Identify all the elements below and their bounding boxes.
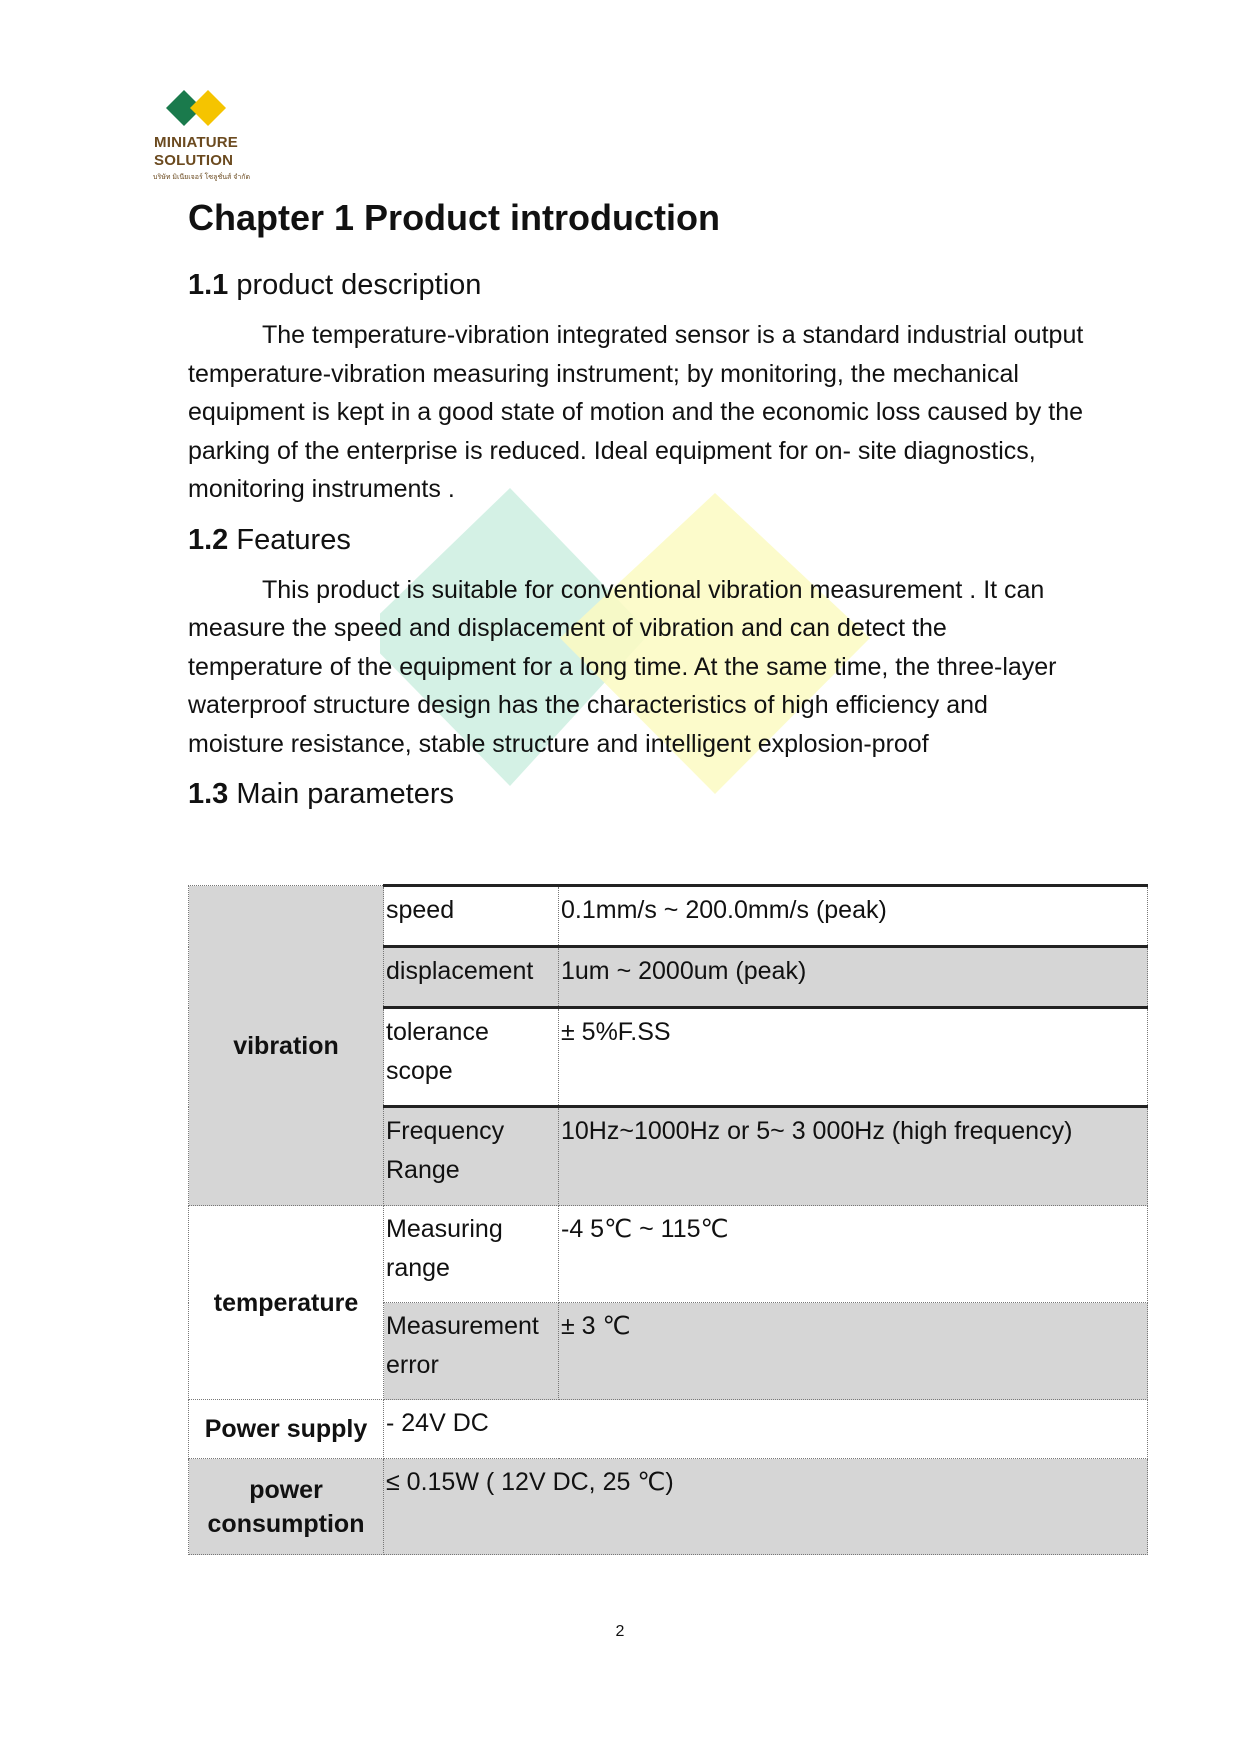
param-value: -4 5℃ ~ 115℃ <box>559 1206 1148 1303</box>
logo-name: MINIATURE SOLUTION <box>154 134 239 169</box>
param-name: displacement <box>384 947 559 1008</box>
param-value: ± 5%F.SS <box>559 1008 1148 1107</box>
param-name: tolerance scope <box>384 1008 559 1107</box>
table-row <box>189 1459 1148 1555</box>
document-body <box>188 190 1188 814</box>
table-row <box>189 886 1148 947</box>
page-number: 2 <box>615 1623 625 1640</box>
param-name: Measuring range <box>384 1206 559 1303</box>
table-row <box>189 1206 1148 1303</box>
param-value: ≤ 0.15W ( 12V DC, 25 ℃) <box>384 1459 1148 1555</box>
company-logo <box>150 88 251 183</box>
param-value: 10Hz~1000Hz or 5~ 3 000Hz (high frequency) <box>559 1107 1148 1206</box>
section-heading-parameters: 1.3 Main parameters <box>188 778 454 810</box>
group-label-power-supply: Power supply <box>189 1400 384 1459</box>
logo-subtitle: บริษัท มิเนียเจอร์ โซลูชั่นส์ จำกัด <box>153 174 251 181</box>
section-heading-description: 1.1 product description <box>188 269 482 301</box>
section-heading-features: 1.2 Features <box>188 523 351 556</box>
param-name: speed <box>384 886 559 947</box>
group-label-temperature: temperature <box>189 1206 384 1400</box>
param-name: Measurement error <box>384 1303 559 1400</box>
param-value: - 24V DC <box>384 1400 1148 1459</box>
description-paragraph: The temperature-vibration integrated sensor is a standard industrial output temperature-vibration measuring instrument; by monitoring, the mechanical equipment is kept in a good state of motion and the economic loss caused by the parking of the enterprise is reduced. Ideal equipment for on- site diagnostics, monitoring instruments . <box>188 321 1084 503</box>
group-label-vibration: vibration <box>189 886 384 1206</box>
parameters-table <box>188 884 1148 1555</box>
features-paragraph: This product is suitable for conventional vibration measurement . It can measure the speed and displacement of vibration and can detect the temperature of the equipment for a long time. At the same time, the three-layer waterproof structure design has the characteristics of high efficiency and moisture resistance, stable structure and intelligent explosion-proof <box>188 575 1057 758</box>
param-value: ± 3 ℃ <box>559 1303 1148 1400</box>
param-name: Frequency Range <box>384 1107 559 1206</box>
logo-diamonds-icon <box>162 88 232 128</box>
param-value: 1um ~ 2000um (peak) <box>559 947 1148 1008</box>
table-row <box>189 1400 1148 1459</box>
param-value: 0.1mm/s ~ 200.0mm/s (peak) <box>559 886 1148 947</box>
chapter-title: Chapter 1 Product introduction <box>188 197 721 238</box>
group-label-power-consumption: power consumption <box>189 1459 384 1555</box>
